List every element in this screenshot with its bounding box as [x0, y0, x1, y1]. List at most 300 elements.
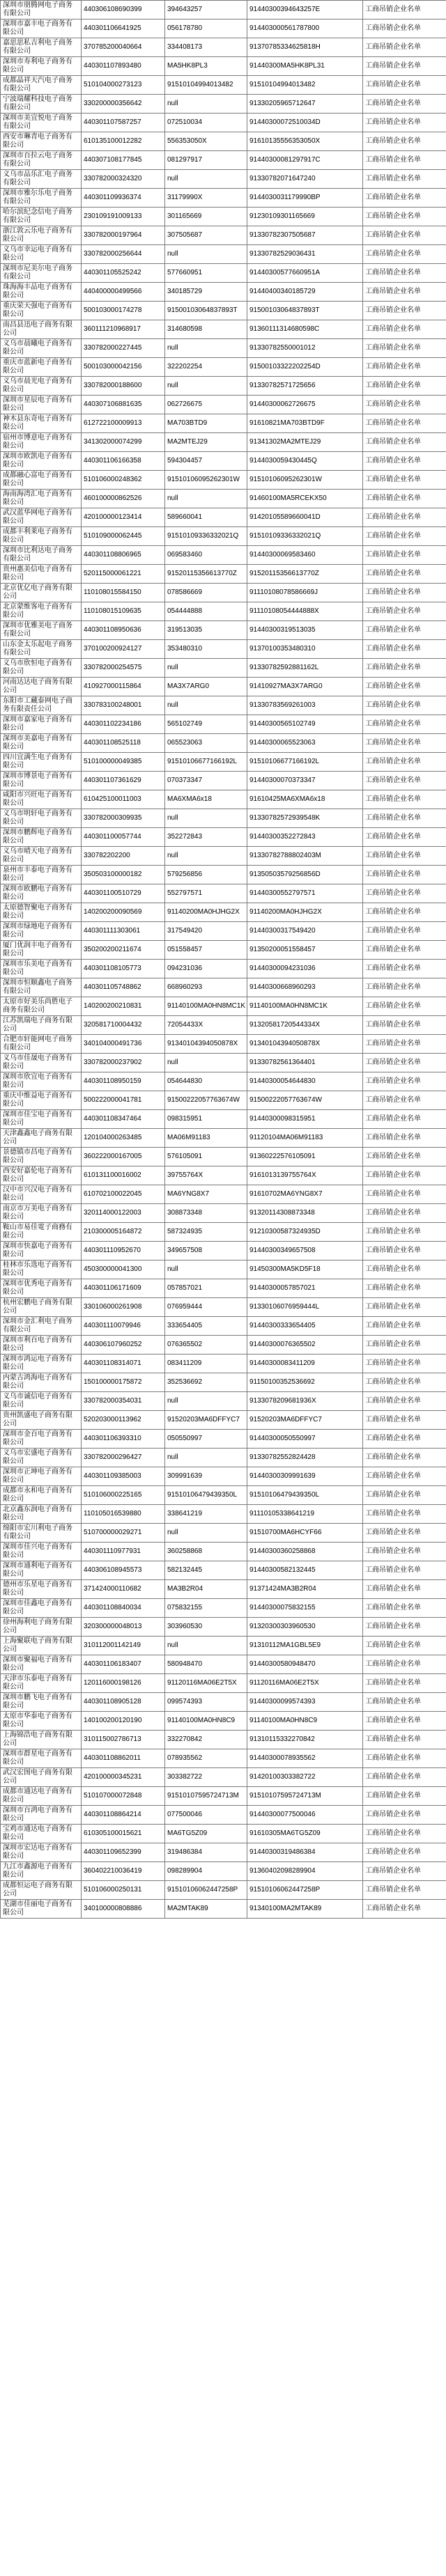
registration-number-cell: 320114000122003	[82, 1204, 165, 1223]
credit-code-cell: 91330782572939548K	[247, 809, 363, 828]
org-code-cell: 91510109336332021Q	[165, 527, 247, 546]
registration-number-cell: 360111210968917	[82, 320, 165, 339]
org-code-cell: 91510104994013482	[165, 76, 247, 95]
credit-code-cell: 91150100352536692	[247, 1373, 363, 1392]
list-type-cell: 工商吊销企业名单	[363, 76, 446, 95]
company-name-cell: 北京优亿电子商务有限公司	[1, 584, 82, 602]
registration-number-cell: 440301106183407	[82, 1655, 165, 1674]
credit-code-cell: 91440300580948470	[247, 1655, 363, 1674]
credit-code-cell: 91330782592881162L	[247, 659, 363, 678]
credit-code-cell: 91110108054444888X	[247, 602, 363, 621]
org-code-cell: 050550997	[165, 1430, 247, 1449]
company-name-cell: 深圳市佳宝电子商务有限公司	[1, 1110, 82, 1129]
registration-number-cell: 500103000042156	[82, 358, 165, 377]
registration-number-cell: 210300005164872	[82, 1223, 165, 1242]
company-name-cell: 深圳市寿利电子商务有限公司	[1, 57, 82, 76]
org-code-cell: 582132445	[165, 1561, 247, 1580]
org-code-cell: 308873348	[165, 1204, 247, 1223]
list-type-cell: 工商吊销企业名单	[363, 1674, 446, 1693]
org-code-cell: MA703BTD9	[165, 414, 247, 433]
credit-code-cell: 91440300099574393	[247, 1693, 363, 1712]
list-type-cell: 工商吊销企业名单	[363, 1148, 446, 1166]
company-name-cell: 义乌市晴天电子商务有限公司	[1, 847, 82, 866]
company-name-cell: 北京蒙维客电子商务有限公司	[1, 602, 82, 621]
table-row	[1, 997, 446, 1016]
company-name-cell: 深圳市绿地电子商务有限公司	[1, 922, 82, 941]
registration-number-cell: 440307108177845	[82, 151, 165, 170]
list-type-cell: 工商吊销企业名单	[363, 1467, 446, 1486]
credit-code-cell: 91120104MA06M91183	[247, 1129, 363, 1148]
registration-number-cell: 350200200211674	[82, 941, 165, 960]
table-row	[1, 490, 446, 508]
table-row	[1, 1110, 446, 1129]
credit-code-cell: 91330783569261003	[247, 696, 363, 715]
credit-code-cell: 91340104394050878X	[247, 1035, 363, 1054]
credit-code-cell: 91510107595724713M	[247, 1787, 363, 1806]
list-type-cell: 工商吊销企业名单	[363, 1900, 446, 1919]
org-code-cell: 083411209	[165, 1355, 247, 1373]
record-table-body	[1, 1, 446, 1919]
credit-code-cell: 91440300MA5HK8PL31	[247, 57, 363, 76]
org-code-cell: 39755764X	[165, 1166, 247, 1185]
table-row	[1, 753, 446, 772]
credit-code-cell: 9133078209681936X	[247, 1392, 363, 1411]
registration-number-cell: 510100000049385	[82, 753, 165, 772]
registration-number-cell: 440301110952670	[82, 1242, 165, 1260]
registration-number-cell: 330782000188600	[82, 377, 165, 396]
registration-number-cell: 440306107960252	[82, 1336, 165, 1355]
org-code-cell: MA6XMA6x18	[165, 790, 247, 809]
table-row	[1, 1336, 446, 1355]
registration-number-cell: 330106000261908	[82, 1298, 165, 1317]
company-name-cell: 天津鑫鑫电子商务有限公司	[1, 1129, 82, 1148]
company-name-cell: 汉中市兴汉电子商务有限公司	[1, 1185, 82, 1204]
list-type-cell: 工商吊销企业名单	[363, 1355, 446, 1373]
registration-number-cell: 440301106641925	[82, 19, 165, 38]
org-code-cell: MA6TG5Z09	[165, 1825, 247, 1843]
table-row	[1, 508, 446, 527]
registration-number-cell: 320300000048013	[82, 1618, 165, 1637]
table-row	[1, 678, 446, 696]
credit-code-cell: 91460100MA5RCEKX50	[247, 490, 363, 508]
org-code-cell: 91140200MA0HJHG2X	[165, 903, 247, 922]
table-row	[1, 1091, 446, 1110]
credit-code-cell: 91440300054644830	[247, 1072, 363, 1091]
company-name-cell: 鞍山市易佳電子商務有限公司	[1, 1223, 82, 1242]
registration-number-cell: 440307106881635	[82, 396, 165, 414]
credit-code-cell: 91140200MA0HJHG2X	[247, 903, 363, 922]
company-name-cell: 深圳市鸿运电子商务有限公司	[1, 1355, 82, 1373]
registration-number-cell: 510104000273123	[82, 76, 165, 95]
registration-number-cell: 610131100016002	[82, 1166, 165, 1185]
list-type-cell: 工商吊销企业名单	[363, 1881, 446, 1900]
list-type-cell: 工商吊销企业名单	[363, 903, 446, 922]
list-type-cell: 工商吊销企业名单	[363, 1298, 446, 1317]
company-name-cell: 深圳市快嘉电子商务有限公司	[1, 1242, 82, 1260]
list-type-cell: 工商吊销企业名单	[363, 978, 446, 997]
list-type-cell: 工商吊销企业名单	[363, 1449, 446, 1467]
org-code-cell: null	[165, 1449, 247, 1467]
org-code-cell: 054444888	[165, 602, 247, 621]
org-code-cell: 065523063	[165, 734, 247, 753]
company-name-cell: 哈尔滨纪念信电子商务有限公司	[1, 208, 82, 226]
company-name-cell: 深圳市优秀电子商务有限公司	[1, 1279, 82, 1298]
company-name-cell: 义乌市晨曦电子商务有限公司	[1, 339, 82, 358]
table-row	[1, 320, 446, 339]
registration-number-cell: 341302000074299	[82, 433, 165, 452]
company-name-cell: 深圳市百鸿电子商务有限公司	[1, 1806, 82, 1825]
credit-code-cell: 91510700MA6HCYF66	[247, 1524, 363, 1543]
table-row	[1, 1260, 446, 1279]
credit-code-cell: 91320114308873348	[247, 1204, 363, 1223]
company-name-cell: 深圳市嘉丰电子商务有限公司	[1, 19, 82, 38]
company-name-cell: 咸阳市兴旺电子商务有限公司	[1, 790, 82, 809]
registration-number-cell: 370100200924127	[82, 640, 165, 659]
company-name-cell: 太原市华泰电子商务有限公司	[1, 1712, 82, 1731]
company-name-cell: 成都融心富电子商务有限公司	[1, 471, 82, 490]
table-row	[1, 1825, 446, 1843]
table-row	[1, 960, 446, 978]
list-type-cell: 工商吊销企业名单	[363, 1091, 446, 1110]
registration-number-cell: 440301109936374	[82, 189, 165, 208]
credit-code-cell: 91350200051558457	[247, 941, 363, 960]
company-name-cell: 成都晶祥天汽电子商务有限公司	[1, 76, 82, 95]
registration-number-cell: 510107000072848	[82, 1787, 165, 1806]
registration-number-cell: 440301106393310	[82, 1430, 165, 1449]
credit-code-cell: 91440300349657508	[247, 1242, 363, 1260]
company-name-cell: 徐州海利电子商务有限公司	[1, 1618, 82, 1637]
list-type-cell: 工商吊销企业名单	[363, 847, 446, 866]
list-type-cell: 工商吊销企业名单	[363, 1543, 446, 1561]
list-type-cell: 工商吊销企业名单	[363, 1561, 446, 1580]
org-code-cell: MA6YNG8X7	[165, 1185, 247, 1204]
credit-code-cell: 91341302MA2MTEJ29	[247, 433, 363, 452]
company-name-cell: 太原德智聚电子商务有限公司	[1, 903, 82, 922]
list-type-cell: 工商吊销企业名单	[363, 1016, 446, 1035]
registration-number-cell: 410927000115864	[82, 678, 165, 696]
credit-code-cell: 91330782788802403M	[247, 847, 363, 866]
credit-code-cell: 9144030059430445Q	[247, 452, 363, 471]
company-name-cell: 杭州宏鹏电子商务有限公司	[1, 1298, 82, 1317]
credit-code-cell: 91320581720544334X	[247, 1016, 363, 1035]
org-code-cell: 075832155	[165, 1599, 247, 1618]
list-type-cell: 工商吊销企业名单	[363, 1580, 446, 1599]
org-code-cell: 314680598	[165, 320, 247, 339]
credit-code-cell: 914403000561787800	[247, 19, 363, 38]
table-row	[1, 1185, 446, 1204]
credit-code-cell: 91450300MA5KD5F18	[247, 1260, 363, 1279]
company-name-cell: 深圳市欧鹏电子商务有限公司	[1, 884, 82, 903]
credit-code-cell: 91360402098289904	[247, 1862, 363, 1881]
registration-number-cell: 440301100057744	[82, 828, 165, 847]
list-type-cell: 工商吊销企业名单	[363, 170, 446, 189]
list-type-cell: 工商吊销企业名单	[363, 527, 446, 546]
credit-code-cell: 91140100MA0HN8C9	[247, 1712, 363, 1731]
table-row	[1, 1749, 446, 1768]
list-type-cell: 工商吊销企业名单	[363, 640, 446, 659]
registration-number-cell: 510106000248362	[82, 471, 165, 490]
list-type-cell: 工商吊销企业名单	[363, 433, 446, 452]
list-type-cell: 工商吊销企业名单	[363, 1486, 446, 1505]
credit-code-cell: 91330782071647240	[247, 170, 363, 189]
registration-number-cell: 140200200090569	[82, 903, 165, 922]
org-code-cell: 352272843	[165, 828, 247, 847]
table-row	[1, 1486, 446, 1505]
table-row	[1, 584, 446, 602]
org-code-cell: 051558457	[165, 941, 247, 960]
credit-code-cell: 91330106076959444L	[247, 1298, 363, 1317]
company-name-cell: 宿州市博意电子商务有限公司	[1, 433, 82, 452]
registration-number-cell: 440301105525242	[82, 264, 165, 283]
company-name-cell: 内蒙古鸿海电子商务有限公司	[1, 1373, 82, 1392]
table-row	[1, 772, 446, 790]
credit-code-cell: 91440300069583460	[247, 546, 363, 565]
org-code-cell: 057857021	[165, 1279, 247, 1298]
company-name-cell: 合肥市轩能网电子商务有限公司	[1, 1035, 82, 1054]
credit-code-cell: 91120116MA06E2T5X	[247, 1674, 363, 1693]
company-name-cell: 嘉思思私吉利电子商务有限公司	[1, 38, 82, 57]
list-type-cell: 工商吊销企业名单	[363, 396, 446, 414]
org-code-cell: 056178780	[165, 19, 247, 38]
credit-code-cell: 91440300065523063	[247, 734, 363, 753]
registration-number-cell: 440306108945573	[82, 1561, 165, 1580]
table-row	[1, 1317, 446, 1336]
org-code-cell: 580948470	[165, 1655, 247, 1674]
credit-code-cell: 91440300582132445	[247, 1561, 363, 1580]
registration-number-cell: 330782000254575	[82, 659, 165, 678]
table-row	[1, 1637, 446, 1655]
list-type-cell: 工商吊销企业名单	[363, 245, 446, 264]
list-type-cell: 工商吊销企业名单	[363, 151, 446, 170]
list-type-cell: 工商吊销企业名单	[363, 1505, 446, 1524]
company-name-cell: 深圳市聚福电子商务有限公司	[1, 1655, 82, 1674]
table-row	[1, 170, 446, 189]
org-code-cell: MA3B2R04	[165, 1580, 247, 1599]
table-row	[1, 414, 446, 433]
registration-number-cell: 440301108862011	[82, 1749, 165, 1768]
list-type-cell: 工商吊销企业名单	[363, 132, 446, 151]
list-type-cell: 工商吊销企业名单	[363, 208, 446, 226]
company-name-cell: 河南达达电子商务有限公司	[1, 678, 82, 696]
table-row	[1, 1674, 446, 1693]
registration-number-cell: 120104000263485	[82, 1129, 165, 1148]
table-row	[1, 1204, 446, 1223]
credit-code-cell: 91610305MA6TG5Z09	[247, 1825, 363, 1843]
list-type-cell: 工商吊销企业名单	[363, 772, 446, 790]
table-row	[1, 38, 446, 57]
credit-code-cell: 91520203MA6DFFYC7	[247, 1411, 363, 1430]
company-name-cell: 义乌市品乐汇电子商务有限公司	[1, 170, 82, 189]
registration-number-cell: 110108015584150	[82, 584, 165, 602]
credit-code-cell: 91440300077500046	[247, 1806, 363, 1825]
company-name-cell: 重庆中维益电子商务有限公司	[1, 1091, 82, 1110]
credit-code-cell: 91440300062726675	[247, 396, 363, 414]
list-type-cell: 工商吊销企业名单	[363, 1, 446, 19]
registration-number-cell: 440301108105773	[82, 960, 165, 978]
credit-code-cell: 91610821MA703BTD9F	[247, 414, 363, 433]
table-row	[1, 621, 446, 640]
list-type-cell: 工商吊销企业名单	[363, 189, 446, 208]
list-type-cell: 工商吊销企业名单	[363, 828, 446, 847]
company-name-cell: 深圳市百拉云电子商务有限公司	[1, 151, 82, 170]
list-type-cell: 工商吊销企业名单	[363, 1843, 446, 1862]
company-name-cell: 深圳市乐美电子商务有限公司	[1, 960, 82, 978]
list-type-cell: 工商吊销企业名单	[363, 1185, 446, 1204]
table-row	[1, 471, 446, 490]
list-type-cell: 工商吊销企业名单	[363, 866, 446, 884]
org-code-cell: 349657508	[165, 1242, 247, 1260]
table-row	[1, 1693, 446, 1712]
table-row	[1, 132, 446, 151]
table-row	[1, 76, 446, 95]
table-row	[1, 809, 446, 828]
table-row	[1, 546, 446, 565]
company-name-cell: 泉州市丰泰电子商务有限公司	[1, 866, 82, 884]
company-name-cell: 重庆市蓝新电子商务有限公司	[1, 358, 82, 377]
table-row	[1, 1881, 446, 1900]
list-type-cell: 工商吊销企业名单	[363, 1129, 446, 1148]
registration-number-cell: 510700000029271	[82, 1524, 165, 1543]
org-code-cell: 338641219	[165, 1505, 247, 1524]
registration-number-cell: 120116000198126	[82, 1674, 165, 1693]
org-code-cell: 077500046	[165, 1806, 247, 1825]
registration-number-cell: 510106000225165	[82, 1486, 165, 1505]
table-row	[1, 1430, 446, 1449]
org-code-cell: 556353050X	[165, 132, 247, 151]
company-name-cell: 绵阳市宏川利电子商务有限公司	[1, 1524, 82, 1543]
company-name-cell: 南京市万美电子商务有限公司	[1, 1204, 82, 1223]
company-name-cell: 宝鸡市通达电子商务有限公司	[1, 1825, 82, 1843]
credit-code-cell: 91320300303960530	[247, 1618, 363, 1637]
company-name-cell: 西安好嘉伦电子商务有限公司	[1, 1166, 82, 1185]
company-name-cell: 厦门优润丰电子商务有限公司	[1, 941, 82, 960]
table-row	[1, 527, 446, 546]
org-code-cell: 668960293	[165, 978, 247, 997]
company-name-cell: 深圳市比利达电子商务有限公司	[1, 546, 82, 565]
credit-code-cell: 91330782561364401	[247, 1054, 363, 1072]
company-name-cell: 深圳市欧凯电子商务有限公司	[1, 452, 82, 471]
org-code-cell: 91510106677166192L	[165, 753, 247, 772]
list-type-cell: 工商吊销企业名单	[363, 490, 446, 508]
registration-number-cell: 520203000113962	[82, 1411, 165, 1430]
org-code-cell: MA06M91183	[165, 1129, 247, 1148]
table-row	[1, 151, 446, 170]
credit-code-cell: 91330205965712647	[247, 95, 363, 114]
org-code-cell: null	[165, 1637, 247, 1655]
company-name-cell: 武汉宏图电子商务有限公司	[1, 1768, 82, 1787]
company-name-cell: 深圳市博景电子商务有限公司	[1, 772, 82, 790]
credit-code-cell: 91520115356613770Z	[247, 565, 363, 584]
org-code-cell: null	[165, 696, 247, 715]
registration-number-cell: 420100000345231	[82, 1768, 165, 1787]
table-row	[1, 866, 446, 884]
registration-number-cell: 140200200210831	[82, 997, 165, 1016]
registration-number-cell: 330782202200	[82, 847, 165, 866]
table-row	[1, 1806, 446, 1825]
org-code-cell: 099574393	[165, 1693, 247, 1712]
list-type-cell: 工商吊销企业名单	[363, 790, 446, 809]
org-code-cell: 91520115356613770Z	[165, 565, 247, 584]
registration-number-cell: 230109191009133	[82, 208, 165, 226]
company-name-cell: 北京鑫东润电子商务有限公司	[1, 1505, 82, 1524]
company-name-cell: 东阳市工藏泰网电子商务有限责任公司	[1, 696, 82, 715]
company-name-cell: 深圳市优雅美电子商务有限公司	[1, 621, 82, 640]
registration-number-cell: 110108015109635	[82, 602, 165, 621]
company-name-cell: 成都市通达电子商务有限公司	[1, 1787, 82, 1806]
org-code-cell: 309991639	[165, 1467, 247, 1486]
org-code-cell: null	[165, 95, 247, 114]
list-type-cell: 工商吊销企业名单	[363, 302, 446, 320]
registration-number-cell: 330782000197964	[82, 226, 165, 245]
org-code-cell: 322202254	[165, 358, 247, 377]
table-row	[1, 264, 446, 283]
registration-number-cell: 510109000062445	[82, 527, 165, 546]
registration-number-cell: 510106000250131	[82, 1881, 165, 1900]
company-name-cell: 四川宜满生电子商务有限公司	[1, 753, 82, 772]
org-code-cell: MA2MTAK89	[165, 1900, 247, 1919]
org-code-cell: 360258868	[165, 1543, 247, 1561]
registration-number-cell: 440301106166358	[82, 452, 165, 471]
org-code-cell: 72054433X	[165, 1016, 247, 1035]
table-row	[1, 1279, 446, 1298]
org-code-cell: 094231036	[165, 960, 247, 978]
table-row	[1, 1467, 446, 1486]
registration-number-cell: 440400000499566	[82, 283, 165, 302]
credit-code-cell: 91440300072510034D	[247, 114, 363, 132]
company-name-cell: 深圳市尼美尔电子商务有限公司	[1, 264, 82, 283]
list-type-cell: 工商吊销企业名单	[363, 884, 446, 903]
credit-code-cell: 91440300078935562	[247, 1749, 363, 1768]
org-code-cell: 098289904	[165, 1862, 247, 1881]
org-code-cell: 319513035	[165, 621, 247, 640]
company-name-cell: 义乌市宏盛电子商务有限公司	[1, 1449, 82, 1467]
list-type-cell: 工商吊销企业名单	[363, 1825, 446, 1843]
company-name-cell: 义乌市幸运电子商务有限公司	[1, 245, 82, 264]
list-type-cell: 工商吊销企业名单	[363, 508, 446, 527]
credit-code-cell: 91330782529036431	[247, 245, 363, 264]
list-type-cell: 工商吊销企业名单	[363, 1204, 446, 1223]
company-name-cell: 深圳市利百电子商务有限公司	[1, 1336, 82, 1355]
table-row	[1, 1166, 446, 1185]
registration-number-cell: 420100000123414	[82, 508, 165, 527]
registration-number-cell: 460100000862526	[82, 490, 165, 508]
registration-number-cell: 440301107587257	[82, 114, 165, 132]
registration-number-cell: 330782000296427	[82, 1449, 165, 1467]
credit-code-cell: 91510106062447258P	[247, 1881, 363, 1900]
list-type-cell: 工商吊销企业名单	[363, 1411, 446, 1430]
table-row	[1, 1129, 446, 1148]
table-row	[1, 1900, 446, 1919]
company-name-cell: 深圳市佳鑫电子商务有限公司	[1, 1599, 82, 1618]
table-row	[1, 1355, 446, 1373]
list-type-cell: 工商吊销企业名单	[363, 678, 446, 696]
org-code-cell: 91500103064837893T	[165, 302, 247, 320]
org-code-cell: null	[165, 1392, 247, 1411]
table-row	[1, 358, 446, 377]
table-row	[1, 1072, 446, 1091]
org-code-cell: 334408173	[165, 38, 247, 57]
registration-number-cell: 610305100015621	[82, 1825, 165, 1843]
credit-code-cell: 91440300577660951A	[247, 264, 363, 283]
list-type-cell: 工商吊销企业名单	[363, 1260, 446, 1279]
list-type-cell: 工商吊销企业名单	[363, 358, 446, 377]
org-code-cell: 332270842	[165, 1731, 247, 1749]
org-code-cell: null	[165, 1524, 247, 1543]
table-row	[1, 734, 446, 753]
org-code-cell: null	[165, 659, 247, 678]
registration-number-cell: 360222000167005	[82, 1148, 165, 1166]
registration-number-cell: 440301107893480	[82, 57, 165, 76]
